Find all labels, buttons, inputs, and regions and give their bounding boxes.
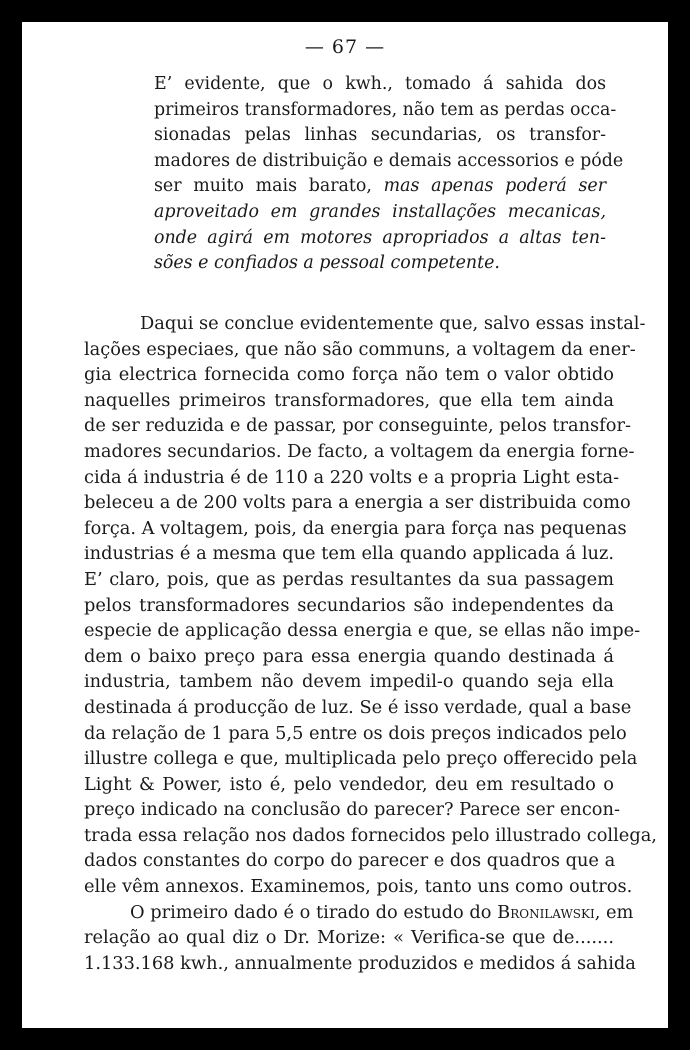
quote-line: E’ evidente, que o kwh., tomado á sahida dos (154, 74, 606, 94)
quote-line-text: ser muito mais barato, (154, 176, 372, 197)
quote-line: sionadas pelas linhas secundarias, os transfor- (154, 125, 606, 146)
paragraph-line: elle vêm annexos. Examinemos, pois, tanto uns como outros. (84, 876, 633, 898)
paragraph-line: destinada á producção de luz. Se é isso verdade, qual a base (84, 696, 632, 718)
paragraph-line: 1.133.168 kwh., annualmente produzidos e medidos á sahida (84, 952, 636, 974)
quote-line (154, 174, 606, 200)
paragraph-line: madores secundarios. De facto, a voltagem da energia forne- (84, 440, 635, 462)
paragraph-line (84, 900, 634, 926)
page-number: — 67 — (304, 36, 386, 58)
paragraph-line: força. A voltagem, pois, da energia para força nas pequenas (84, 517, 627, 539)
author-name: Bronilawski (497, 901, 595, 923)
paragraph-line: relação ao qual diz o Dr. Morize: « Verifica-se que de....... (84, 927, 614, 949)
paragraph-line: Daqui se conclue evidentemente que, salvo essas instal- (140, 313, 646, 334)
paragraph-text: , em (594, 901, 634, 923)
paragraph-line: de ser reduzida e de passar, por conseguinte, pelos transfor- (84, 415, 631, 437)
paragraph-line: cida á industria é de 110 a 220 volts e a propria Light esta- (84, 466, 620, 488)
paragraph-line: gia electrica fornecida como força não tem o valor obtido (84, 364, 614, 386)
paragraph-line: illustre collega e que, multiplicada pelo preço offerecido pela (84, 748, 638, 770)
book-page (22, 22, 668, 1028)
paragraph-text: O primeiro dado é o tirado do estudo do (130, 901, 492, 923)
main-text (84, 311, 657, 976)
quote-line: primeiros transformadores, não tem as perdas occa- (154, 99, 617, 120)
paragraph-line: dados constantes do corpo do parecer e dos quadros que a (84, 850, 616, 872)
paragraph-line: preço indicado na conclusão do parecer? Parece ser encon- (84, 799, 620, 821)
paragraph-line: dem o baixo preço para essa energia quando destinada á (84, 645, 614, 667)
quote-line-italic: sões e confiados a pessoal competente. (154, 253, 500, 274)
quote-italic-emphasis: mas apenas poderá ser (383, 176, 607, 197)
quote-line: madores de distribuição e demais accessorios e póde (154, 150, 624, 171)
paragraph-line: Light & Power, isto é, pelo vendedor, deu em resultado o (84, 773, 614, 795)
paragraph-line: da relação de 1 para 5,5 entre os dois preços indicados pelo (84, 722, 627, 744)
paragraph-line: beleceu a de 200 volts para a energia a ser distribuida como (84, 492, 631, 514)
paragraph-line: industria, tambem não devem impedil-o quando seja ella (84, 671, 614, 693)
paragraph-line: lações especiaes, que não são communs, a voltagem da ener- (84, 338, 636, 360)
paragraph-line: trada essa relação nos dados fornecidos pelo illustrado collega, (84, 824, 657, 846)
paragraph-line: especie de applicação dessa energia e que, se ellas não impe- (84, 620, 641, 642)
paragraph-line: industrias é a mesma que tem ella quando applicada á luz. (84, 543, 614, 565)
paragraph-line: E’ claro, pois, que as perdas resultantes da sua passagem (84, 568, 614, 590)
paragraph-line: pelos transformadores secundarios são independentes da (84, 594, 614, 616)
paragraph-line: naquelles primeiros transformadores, que ella tem ainda (84, 389, 614, 411)
quote-line-italic: onde agirá em motores apropriados a altas ten- (154, 227, 606, 248)
quote-line-italic: aproveitado em grandes installações mecanicas, (154, 201, 606, 222)
quoted-passage (154, 72, 624, 277)
